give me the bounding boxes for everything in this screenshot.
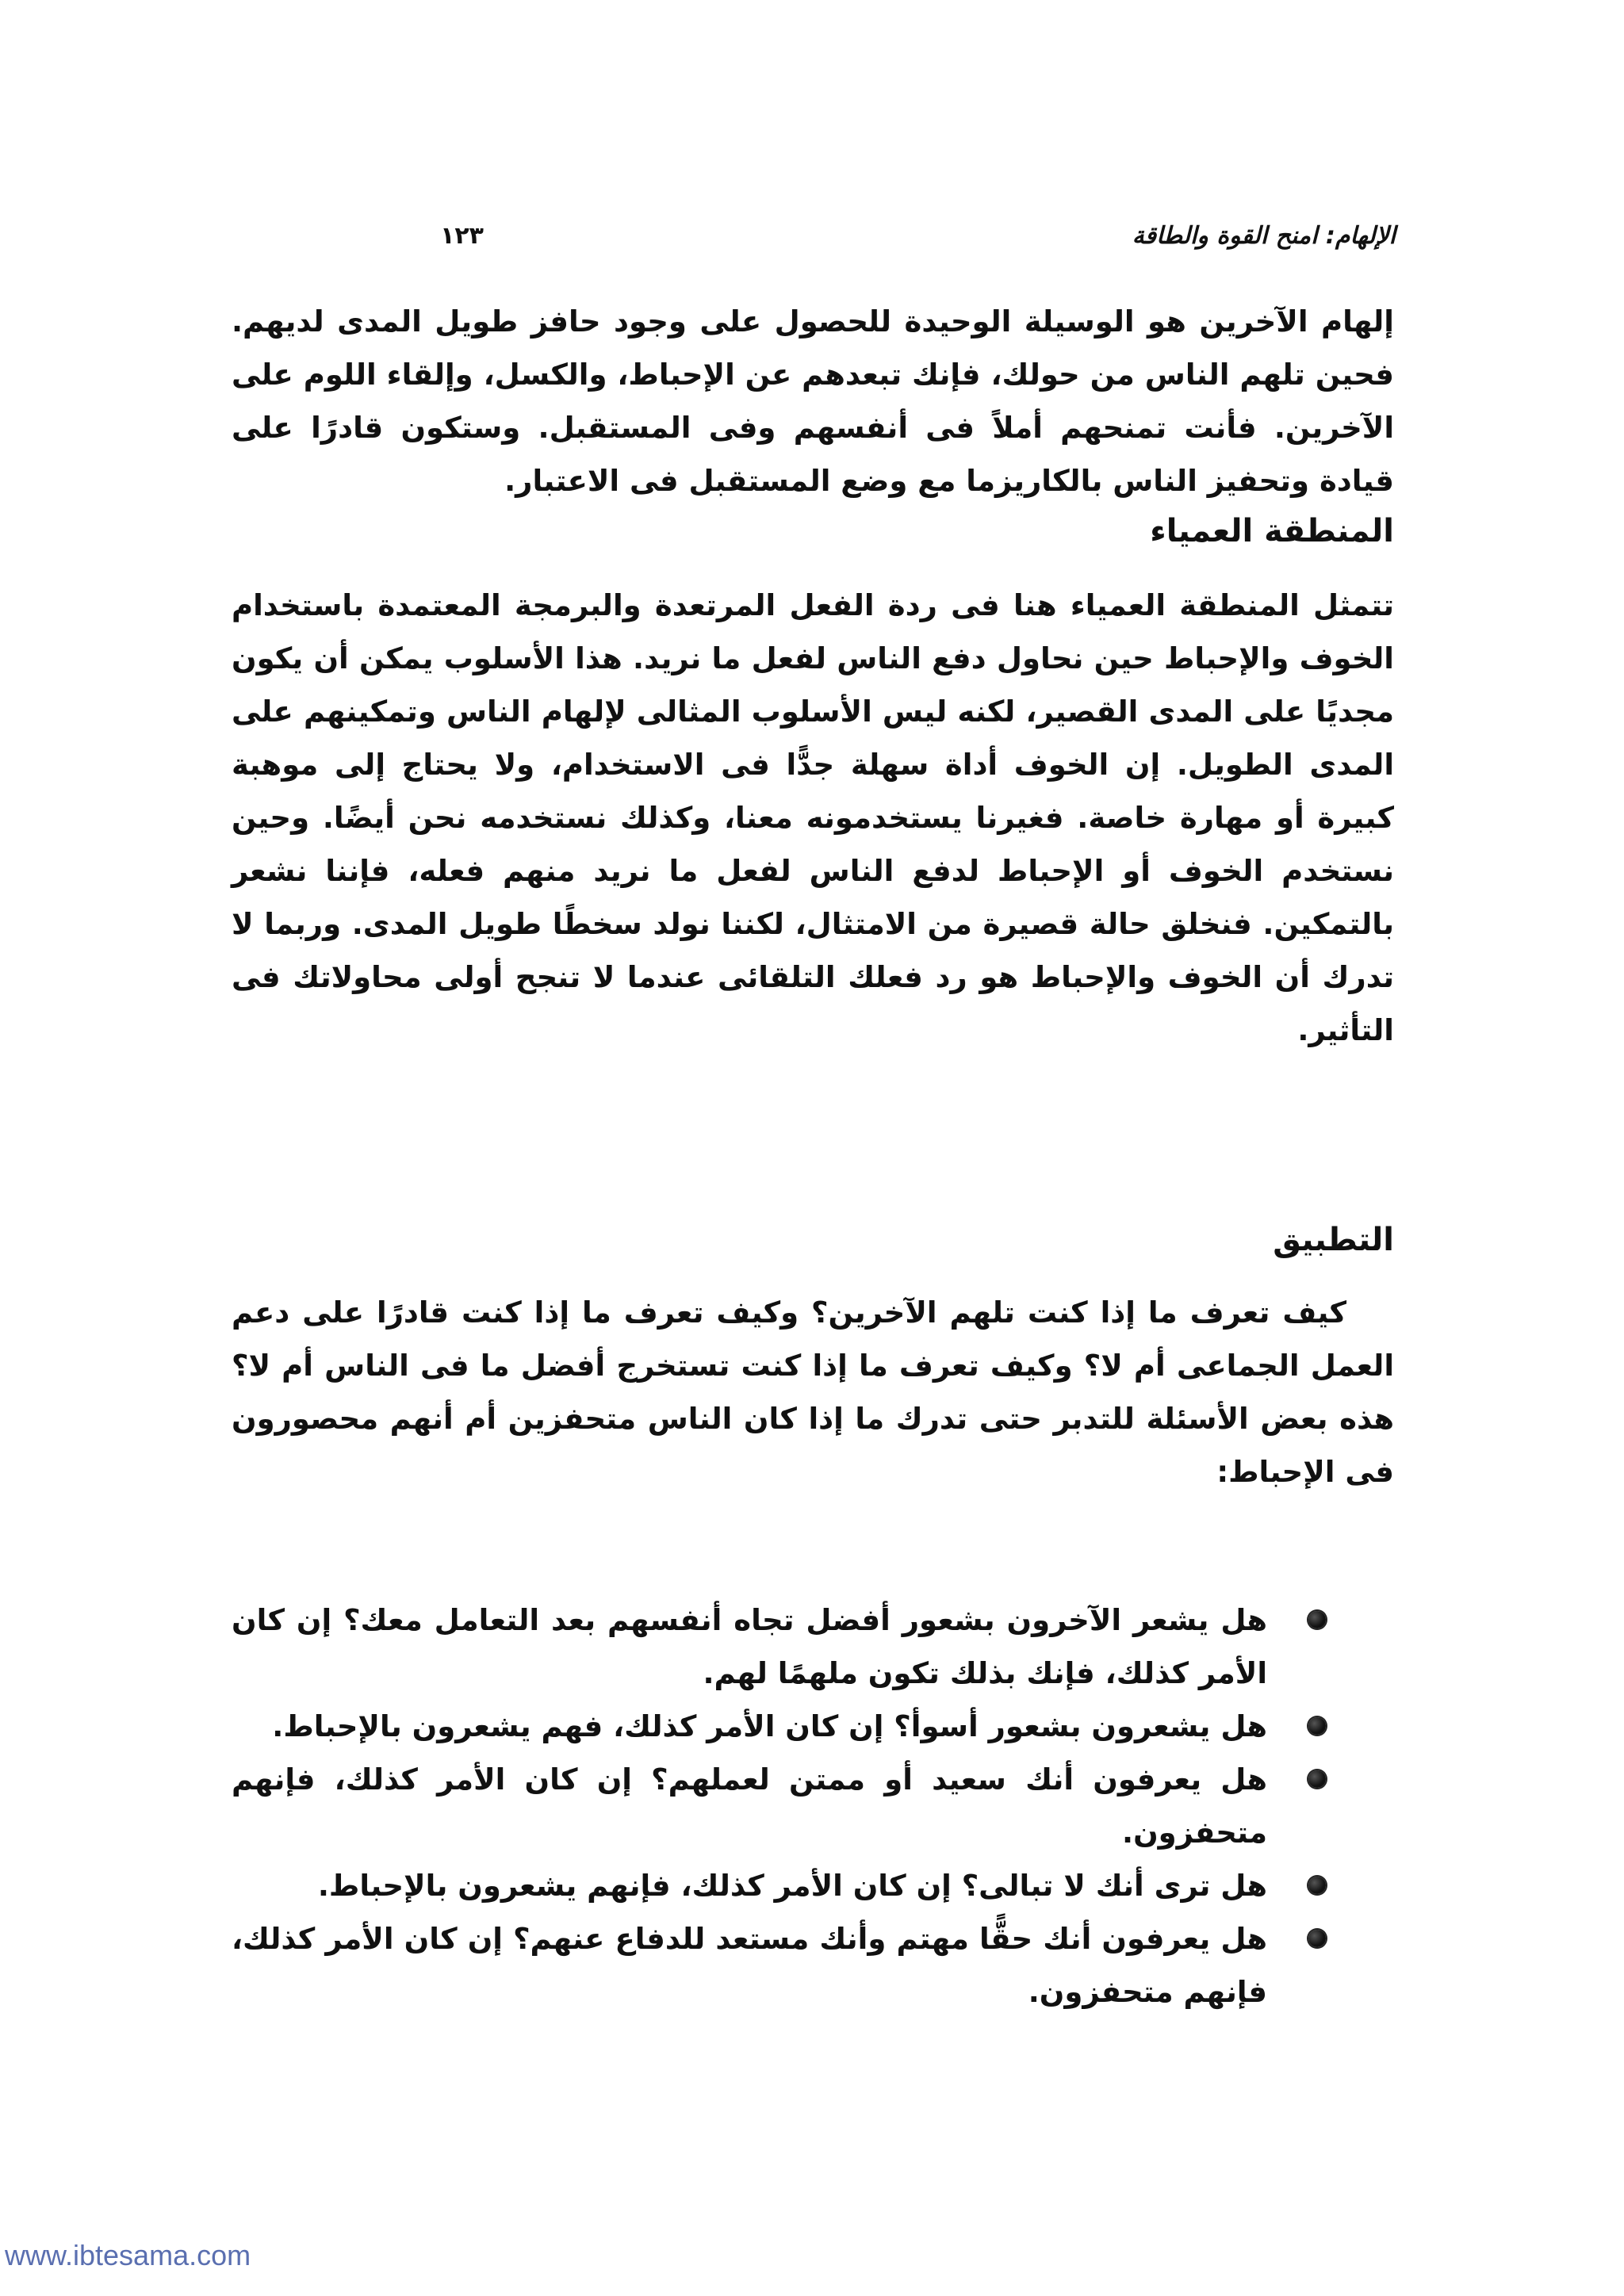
list-item-text: هل يشعرون بشعور أسوأ؟ إن كان الأمر كذلك، فهم يشعرون بالإحباط. [272,1709,1267,1743]
list-item [232,1594,1394,1700]
list-item-text: هل يعرفون أنك حقًّا مهتم وأنك مستعد للدفاع عنهم؟ إن كان الأمر كذلك، فإنهم متحفزون. [232,1922,1267,2009]
bullet-icon [1308,1717,1326,1735]
watermark-url-link[interactable]: www.ibtesama.com [5,2239,251,2271]
running-title: الإلهام: امنح القوة والطاقة [1132,222,1396,250]
list-item [232,1859,1394,1912]
section-blind-spot-body [232,579,1394,1057]
bullet-icon [1308,1930,1326,1947]
section-application [232,1216,1394,1264]
bullet-icon [1308,1611,1326,1628]
list-item-text: هل ترى أنك لا تبالى؟ إن كان الأمر كذلك، فإنهم يشعرون بالإحباط. [317,1869,1267,1903]
list-item [232,1753,1394,1859]
application-paragraph: كيف تعرف ما إذا كنت تلهم الآخرين؟ وكيف تعرف ما إذا كنت قادرًا على دعم العمل الجماعى أم لا؟ وكيف تعرف ما إذا كنت تستخرج أفضل ما فى الناس أم لا؟ هذه بعض الأسئلة للتدبر حتى تدرك ما إذا كان الناس متحفزين أم أنهم محصورون فى الإحباط: [232,1295,1394,1489]
question-list [232,1594,1394,2019]
section-blind-spot [232,507,1394,555]
blind-spot-paragraph: تتمثل المنطقة العمياء هنا فى ردة الفعل المرتعدة والبرمجة المعتمدة باستخدام الخوف والإحباط حين نحاول دفع الناس لفعل ما نريد. هذا الأسلوب يمكن أن يكون مجديًا على المدى القصير، لكنه ليس الأسلوب المثالى لإلهام الناس وتمكينهم على المدى الطويل. إن الخوف أداة سهلة جدًّا فى الاستخدام، ولا يحتاج إلى موهبة كبيرة أو مهارة خاصة. فغيرنا يستخدمونه معنا، وكذلك نستخدمه نحن أيضًا. وحين نستخدم الخوف أو الإحباط لدفع الناس لفعل ما نريد منهم فعله، فإننا نشعر بالتمكين. فنخلق حالة قصيرة من الامتثال، لكننا نولد سخطًا طويل المدى. وربما لا تدرك أن الخوف والإحباط هو رد فعلك التلقائى عندما لا تنجح أولى محاولاتك فى التأثير. [232,588,1394,1047]
list-item [232,1700,1394,1753]
bullet-icon [1308,1770,1326,1788]
list-item-text: هل يشعر الآخرون بشعور أفضل تجاه أنفسهم بعد التعامل معك؟ إن كان الأمر كذلك، فإنك بذلك تكون ملهمًا لهم. [232,1603,1267,1690]
section-application-body [232,1286,1394,1498]
section-heading-blind-spot: المنطقة العمياء [1150,513,1394,549]
section-heading-application: التطبيق [1273,1222,1394,1258]
list-item-text: هل يعرفون أنك سعيد أو ممتن لعملهم؟ إن كان الأمر كذلك، فإنهم متحفزون. [232,1762,1267,1850]
intro-block [232,295,1394,507]
intro-paragraph: إلهام الآخرين هو الوسيلة الوحيدة للحصول على وجود حافز طويل المدى لديهم. فحين تلهم الناس من حولك، فإنك تبعدهم عن الإحباط، والكسل، وإلقاء اللوم على الآخرين. فأنت تمنحهم أملاً فى أنفسهم وفى المستقبل. وستكون قادرًا على قيادة وتحفيز الناس بالكاريزما مع وضع المستقبل فى الاعتبار. [232,304,1394,498]
page-number: ١٢٣ [440,222,484,250]
running-header [230,222,1396,270]
list-item [232,1912,1394,2019]
bullet-icon [1308,1877,1326,1894]
question-list-block [232,1594,1394,2019]
